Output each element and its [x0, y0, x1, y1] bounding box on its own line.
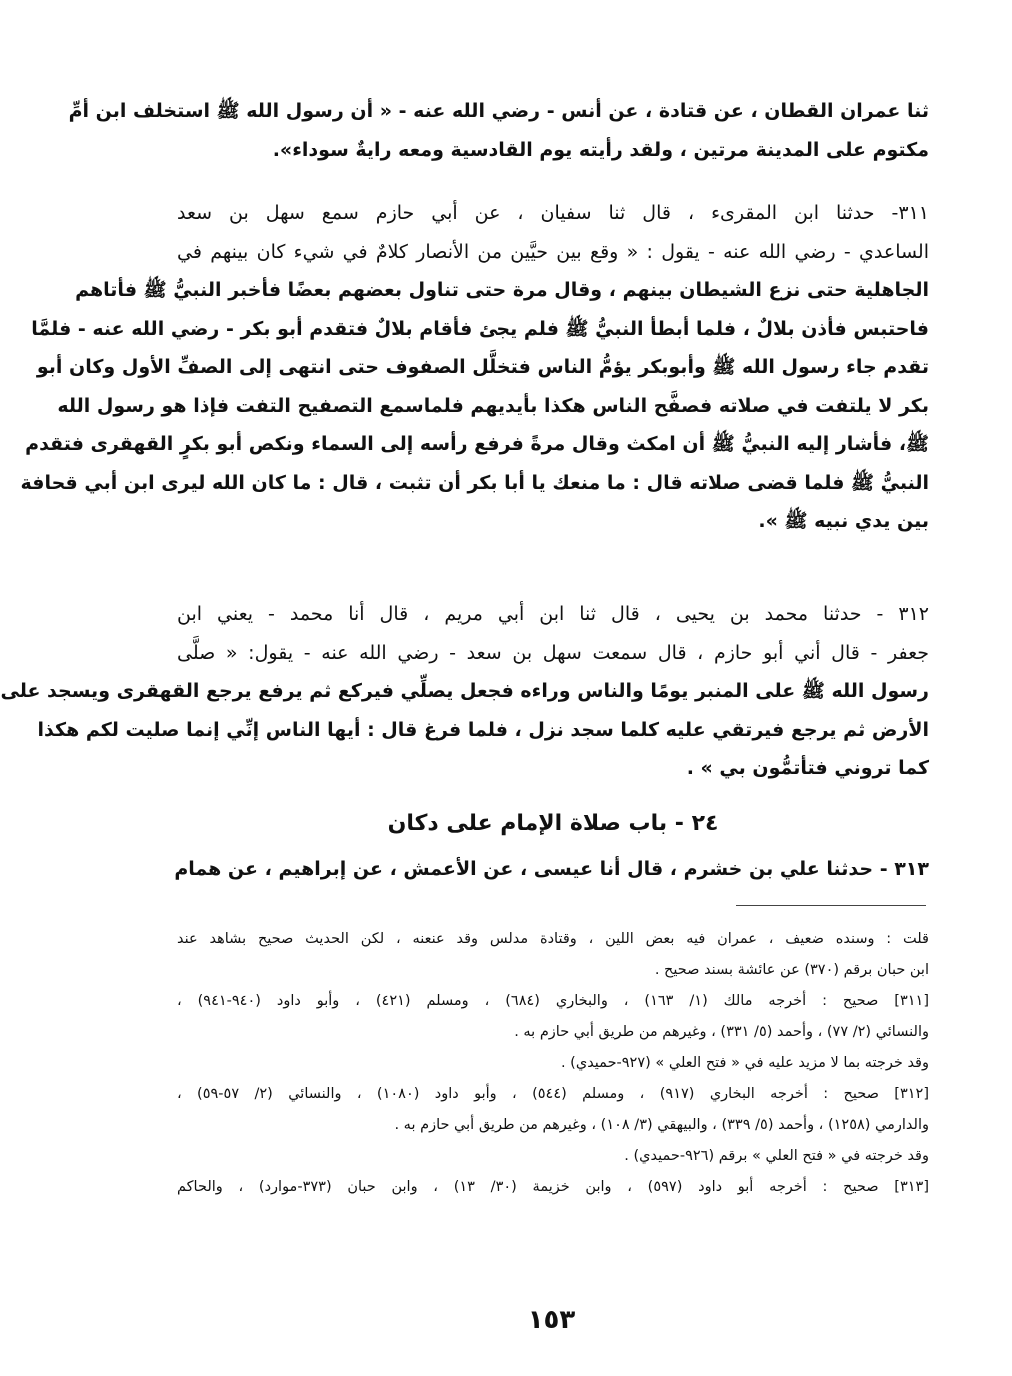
text-line: فاحتبس فأذن بلالٌ ، فلما أبطأ النبيُّ ﷺ فلم يجئ فأقام بلالٌ فتقدم أبو بكر - رضي الله عنه - فلمَّا — [31, 317, 929, 340]
footnote-line: والدارمي (١٢٥٨) ، وأحمد (٥/ ٣٣٩) ، والبيهقي (٣/ ١٠٨) ، وغيرهم من طريق أبي حازم به . — [394, 1117, 929, 1133]
text-line: ﷺ، فأشار إليه النبيُّ ﷺ أن امكث وقال مرةً فرفع رأسه إلى السماء ونكص أبو بكرٍ القهقرى فتقدم — [25, 433, 929, 455]
text-line: جعفر - قال أني أبو حازم ، قال سمعت سهل بن سعد - رضي الله عنه - يقول: « صلَّى — [177, 641, 929, 664]
text-line: بكر لا يلتفت في صلاته فصفَّح الناس هكذا بأيديهم فلماسمع التصفيح التفت فإذا هو رسول الله — [57, 394, 929, 417]
footnote-line: وقد خرجته في « فتح العلي » برقم (٩٢٦-حميدي) . — [624, 1148, 929, 1164]
text-line: النبيُّ ﷺ فلما قضى صلاته قال : ما منعك يا أبا بكر أن تثبت ، قال : ما كان الله ليرى ابن أبي قحافة — [20, 471, 929, 494]
footnote-line: قلت : وسنده ضعيف ، عمران فيه بعض اللين ، وقتادة مدلس وقد عنعنه ، لكن الحديث صحيح بشاهد عند — [177, 931, 929, 947]
intro-paragraph — [68, 92, 929, 169]
text-line: كما تروني فتأتمُّون بي » . — [686, 757, 929, 779]
text-line: ٣١١- حدثنا ابن المقرىء ، قال ثنا سفيان ، عن أبي حازم سمع سهل بن سعد — [177, 202, 929, 224]
hadith-311 — [20, 194, 929, 541]
text-line: ٣١٢ - حدثنا محمد بن يحيى ، قال ثنا ابن أبي مريم ، قال أنا محمد - يعني ابن — [177, 603, 929, 625]
text-line: رسول الله ﷺ على المنبر يومًا والناس وراءه فجعل يصلِّي فيركع ثم يرفع يرجع القهقرى ويسجد على — [0, 680, 929, 702]
text-line: الساعدي - رضي الله عنه - يقول : « وقع بين حيَّين من الأنصار كلامٌ في شيء كان بينهم في — [177, 240, 929, 263]
text-line: الجاهلية حتى نزع الشيطان بينهم ، وقال مرة حتى تناول بعضهم بعضًا فأخبر النبيُّ ﷺ فأتاهم — [75, 279, 929, 301]
footnote-line: وقد خرجته بما لا مزيد عليه في « فتح العلي » (٩٢٧-حميدي) . — [560, 1055, 929, 1071]
text-line: ثنا عمران القطان ، عن قتادة ، عن أنس - رضي الله عنه - « أن رسول الله ﷺ استخلف ابن أمِّ — [68, 100, 929, 122]
text-line: تقدم جاء رسول الله ﷺ وأبوبكر يؤمُّ الناس فتخلَّل الصفوف حتى انتهى إلى الصفِّ الأول وكان أبو — [36, 356, 929, 378]
footnote-line: ابن حبان برقم (٣٧٠) عن عائشة بسند صحيح . — [654, 962, 929, 978]
text-line: ٣١٣ - حدثنا علي بن خشرم ، قال أنا عيسى ، عن الأعمش ، عن إبراهيم ، عن همام — [174, 858, 929, 880]
text-line: بين يدي نبيه ﷺ ». — [758, 510, 929, 532]
footnote-line: [٣١٣] صحيح : أخرجه أبو داود (٥٩٧) ، وابن خزيمة (٣٠/ ١٣) ، وابن حبان (٣٧٣-موارد) ، والحاكم — [177, 1179, 929, 1195]
hadith-313 — [174, 850, 929, 889]
footnote-divider — [736, 905, 926, 906]
footnotes — [177, 924, 929, 1203]
hadith-312 — [0, 595, 929, 788]
text-line: مكتوم على المدينة مرتين ، ولقد رأيته يوم القادسية ومعه رايةٌ سوداء». — [272, 138, 929, 161]
chapter-heading: ٢٤ - باب صلاة الإمام على دكان — [387, 811, 719, 836]
text-line: الأرض ثم يرجع فيرتقي عليه كلما سجد نزل ، فلما فرغ قال : أيها الناس إنِّي إنما صليت لكم هكذا — [37, 718, 929, 741]
page-number: ١٥٣ — [527, 1305, 576, 1335]
footnote-line: [٣١١] صحيح : أخرجه مالك (١/ ١٦٣) ، والبخاري (٦٨٤) ، ومسلم (٤٢١) ، وأبو داود (٩٤٠-٩٤١) ، — [177, 993, 929, 1009]
footnote-line: [٣١٢] صحيح : أخرجه البخاري (٩١٧) ، ومسلم (٥٤٤) ، وأبو داود (١٠٨٠) ، والنسائي (٢/ ٥٧-٥٩) ، — [177, 1086, 929, 1102]
footnote-line: والنسائي (٢/ ٧٧) ، وأحمد (٥/ ٣٣١) ، وغيرهم من طريق أبي حازم به . — [514, 1024, 929, 1040]
